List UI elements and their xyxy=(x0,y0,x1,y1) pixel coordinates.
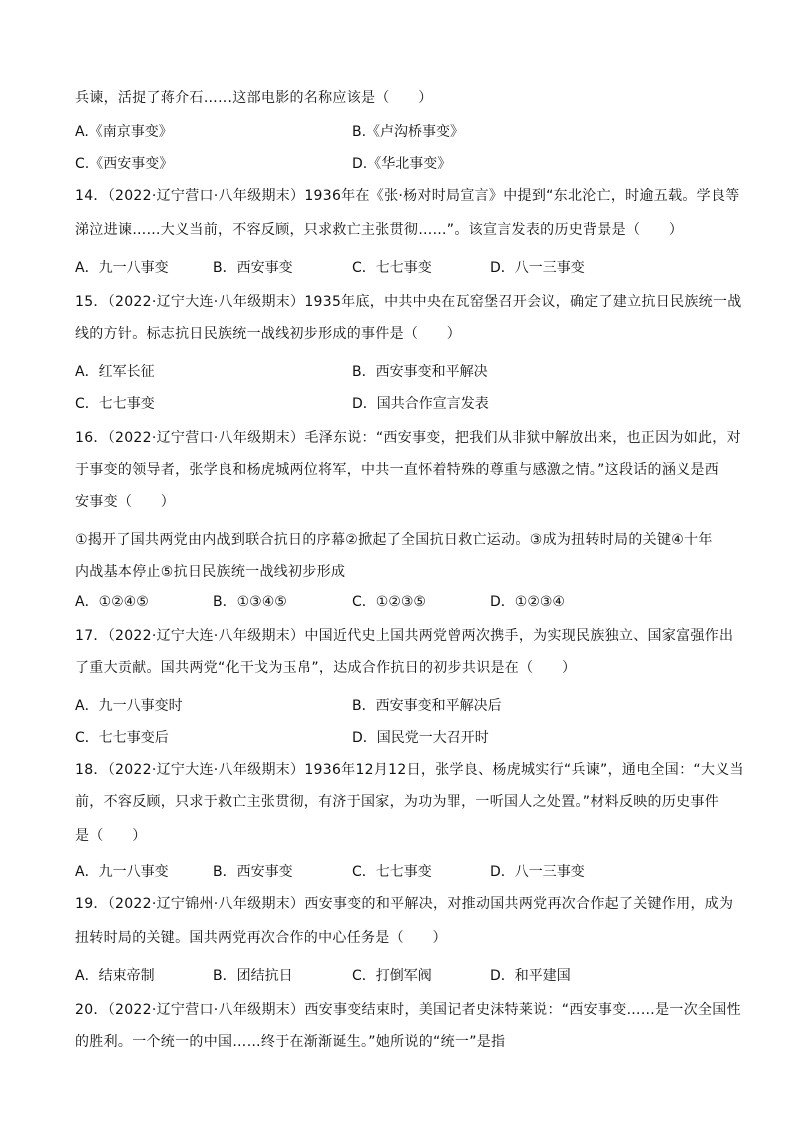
q15-option-c[interactable]: C．七七事变 xyxy=(75,396,155,412)
q15-option-d[interactable]: D．国共合作宣言发表 xyxy=(352,396,489,412)
q13-option-b[interactable]: B.《卢沟桥事变》 xyxy=(352,124,465,140)
q17-option-d[interactable]: D．国民党一大召开时 xyxy=(352,730,489,746)
q16-stem-line1: 16．（2022·辽宁营口·八年级期末）毛泽东说：“西安事变，把我们从非狱中解放出来，也正因为如此，对 xyxy=(75,430,741,446)
q15-stem-line2: 线的方针。标志抗日民族统一战线初步形成的事件是（ ） xyxy=(75,326,462,342)
q19-option-b[interactable]: B．团结抗日 xyxy=(213,968,293,984)
q16-option-b[interactable]: B．①③④⑤ xyxy=(213,594,287,610)
q19-option-a[interactable]: A．结束帝制 xyxy=(75,968,155,984)
q14-option-a[interactable]: A．九一八事变 xyxy=(75,260,169,276)
q15-stem-line1: 15．（2022·辽宁大连·八年级期末）1935年底，中共中央在瓦窑堡召开会议，确定了建立抗日民族统一战 xyxy=(75,294,742,310)
q16-statements-line2: 内战基本停止⑤抗日民族统一战线初步形成 xyxy=(75,564,346,580)
q20-stem-line1: 20．（2022·辽宁营口·八年级期末）西安事变结束时，美国记者史沫特莱说：“西安事变……是一次全国性 xyxy=(75,1002,741,1018)
q15-option-a[interactable]: A．红军长征 xyxy=(75,364,155,380)
q18-option-b[interactable]: B．西安事变 xyxy=(213,864,293,880)
q16-statements-line1: ①揭开了国共两党由内战到联合抗日的序幕②掀起了全国抗日救亡运动。③成为扭转时局的关键④十年 xyxy=(75,532,713,548)
q18-option-d[interactable]: D．八一三事变 xyxy=(490,864,585,880)
q18-stem-line2: 前，不容反顾，只求于救亡主张贯彻，有济于国家，为功为罪，一听国人之处置。”材料反映的历史事件 xyxy=(75,794,720,810)
q17-option-a[interactable]: A．九一八事变时 xyxy=(75,698,183,714)
q17-option-b[interactable]: B．西安事变和平解决后 xyxy=(352,698,502,714)
q18-stem-line1: 18．（2022·辽宁大连·八年级期末）1936年12月12日，张学良、杨虎城实行“兵谏”，通电全国：“大义当 xyxy=(75,762,744,778)
q16-option-d[interactable]: D．①②③④ xyxy=(490,594,565,610)
q17-stem-line2: 了重大贡献。国共两党“化干戈为玉帛”，达成合作抗日的初步共识是在（ ） xyxy=(75,660,577,676)
q16-option-a[interactable]: A．①②④⑤ xyxy=(75,594,149,610)
q19-stem-line2: 扭转时局的关键。国共两党再次合作的中心任务是（ ） xyxy=(75,930,447,946)
q13-option-d[interactable]: D.《华北事变》 xyxy=(352,156,452,172)
q19-option-c[interactable]: C．打倒军阀 xyxy=(352,968,432,984)
q14-option-c[interactable]: C．七七事变 xyxy=(352,260,432,276)
q16-stem-line3: 安事变（ ） xyxy=(75,494,176,510)
q13-option-a[interactable]: A.《南京事变》 xyxy=(75,124,173,140)
q14-stem-line2: 涕泣进谏……大义当前，不容反顾，只求救亡主张贯彻……”。该宣言发表的历史背景是（ ） xyxy=(75,222,684,238)
q16-option-c[interactable]: C．①②③⑤ xyxy=(352,594,426,610)
q20-stem-line2: 的胜利。一个统一的中国……终于在渐渐诞生。”她所说的“统一”是指 xyxy=(75,1034,506,1050)
q18-stem-line3: 是（ ） xyxy=(75,828,147,844)
q15-option-b[interactable]: B．西安事变和平解决 xyxy=(352,364,488,380)
q16-stem-line2: 于事变的领导者，张学良和杨虎城两位将军，中共一直怀着特殊的尊重与感激之情。”这段话的涵义是西 xyxy=(75,462,720,478)
q19-option-d[interactable]: D．和平建国 xyxy=(490,968,571,984)
q14-option-d[interactable]: D．八一三事变 xyxy=(490,260,585,276)
q13-option-c[interactable]: C.《西安事变》 xyxy=(75,156,174,172)
q17-option-c[interactable]: C．七七事变后 xyxy=(75,730,169,746)
q14-option-b[interactable]: B．西安事变 xyxy=(213,260,293,276)
q18-option-c[interactable]: C．七七事变 xyxy=(352,864,432,880)
q17-stem-line1: 17．（2022·辽宁大连·八年级期末）中国近代史上国共两党曾两次携手，为实现民族独立、国家富强作出 xyxy=(75,628,734,644)
q18-option-a[interactable]: A．九一八事变 xyxy=(75,864,169,880)
q13-stem-tail: 兵谏，活捉了蒋介石……这部电影的名称应该是（ ） xyxy=(75,90,433,106)
q14-stem-line1: 14．（2022·辽宁营口·八年级期末）1936年在《张·杨对时局宣言》中提到“东北沦亡，时逾五载。学良等 xyxy=(75,188,740,204)
q19-stem-line1: 19．（2022·辽宁锦州·八年级期末）西安事变的和平解决，对推动国共两党再次合作起了关键作用，成为 xyxy=(75,896,734,912)
